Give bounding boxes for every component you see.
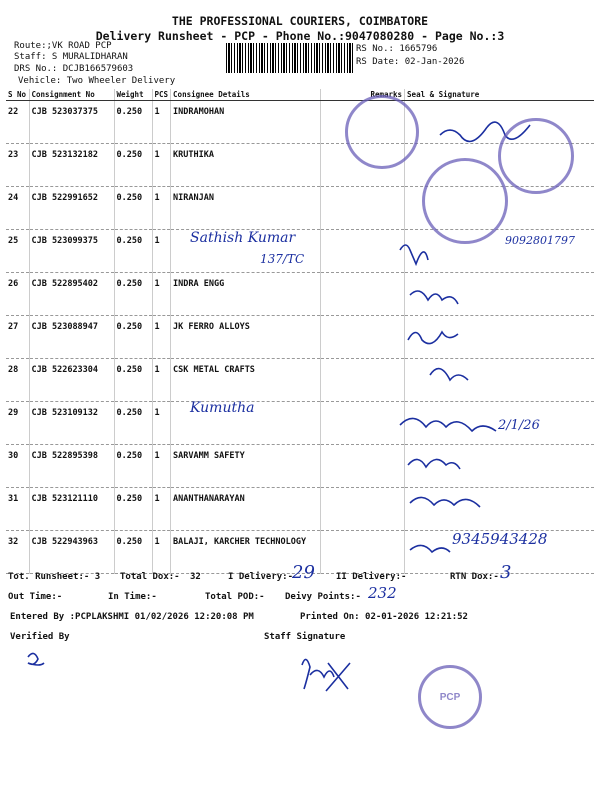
row-weight: 0.250 xyxy=(114,488,152,531)
row-sno: 27 xyxy=(6,316,29,359)
row-weight: 0.250 xyxy=(114,359,152,402)
handwritten-name-row29: Kumutha xyxy=(190,400,255,416)
row-consignment: CJB 523109132 xyxy=(29,402,114,445)
row-consignee: NIRANJAN xyxy=(171,187,321,230)
row-pcs: 1 xyxy=(152,316,171,359)
row-weight: 0.250 xyxy=(114,445,152,488)
verified-by-label: Verified By xyxy=(10,632,70,642)
total-pod-label: Total POD:- xyxy=(205,592,265,602)
row-weight: 0.250 xyxy=(114,316,152,359)
row-consignee: KRUTHIKA xyxy=(171,144,321,187)
col-consignment: Consignment No xyxy=(29,89,114,101)
vehicle-label: Vehicle: Two Wheeler Delivery xyxy=(18,76,176,86)
total-dox-label: Total Dox:- xyxy=(120,572,180,582)
row-sno: 26 xyxy=(6,273,29,316)
col-consignee: Consignee Details xyxy=(171,89,321,101)
row-weight: 0.250 xyxy=(114,230,152,273)
delivery-points-label: Deivy Points:- xyxy=(285,592,361,602)
vilvan-store-seal xyxy=(498,118,574,194)
handwritten-date: 2/1/26 xyxy=(498,418,540,433)
col-pcs: PCS xyxy=(152,89,171,101)
printed-on: Printed On: 02-01-2026 12:21:52 xyxy=(300,612,468,622)
rtn-dox-value: 3 xyxy=(500,562,512,583)
total-dox-value: 32 xyxy=(190,572,201,582)
row-pcs: 1 xyxy=(152,187,171,230)
row-weight: 0.250 xyxy=(114,531,152,574)
entered-by: Entered By :PCPLAKSHMI 01/02/2026 12:20:08 PM xyxy=(10,612,254,622)
row-consignee: ANANTHANARAYAN xyxy=(171,488,321,531)
row-consignee: SARVAMM SAFETY xyxy=(171,445,321,488)
row-consignment: CJB 522991652 xyxy=(29,187,114,230)
pcp-stamp xyxy=(418,665,482,729)
col-signature: Seal & Signature xyxy=(405,89,594,101)
row-consignee: INDRAMOHAN xyxy=(171,101,321,144)
row-consignee: INDRA ENGG xyxy=(171,273,321,316)
row-pcs: 1 xyxy=(152,230,171,273)
drs-label: DRS No.: DCJB166579603 xyxy=(14,64,134,74)
handwritten-door-row25: 137/TC xyxy=(260,252,305,266)
barcode xyxy=(226,43,354,73)
delivery-points-value: 232 xyxy=(368,584,397,602)
runsheet-subtitle: Delivery Runsheet - PCP - Phone No.:9047080280 - Page No.:3 xyxy=(95,29,505,43)
seal-stamp xyxy=(345,95,419,169)
in-time-label: In Time:- xyxy=(108,592,157,602)
col-weight: Weight xyxy=(114,89,152,101)
row-weight: 0.250 xyxy=(114,144,152,187)
row-pcs: 1 xyxy=(152,144,171,187)
row-sno: 23 xyxy=(6,144,29,187)
row-weight: 0.250 xyxy=(114,101,152,144)
row-consignment: CJB 522623304 xyxy=(29,359,114,402)
row-consignment: CJB 522943963 xyxy=(29,531,114,574)
row-sno: 32 xyxy=(6,531,29,574)
row-sno: 24 xyxy=(6,187,29,230)
row-sno: 29 xyxy=(6,402,29,445)
row-consignment: CJB 523132182 xyxy=(29,144,114,187)
row-consignment: CJB 522895402 xyxy=(29,273,114,316)
row-sno: 28 xyxy=(6,359,29,402)
col-sno: S No xyxy=(6,89,29,101)
row-weight: 0.250 xyxy=(114,273,152,316)
i-delivery-value: 29 xyxy=(292,562,315,583)
row-pcs: 1 xyxy=(152,101,171,144)
handwritten-phone-1: 9092801797 xyxy=(505,234,575,247)
ii-delivery-label: II Delivery:- xyxy=(336,572,407,582)
row-consignment: CJB 523037375 xyxy=(29,101,114,144)
rs-date: RS Date: 02-Jan-2026 xyxy=(356,57,465,67)
row-sno: 25 xyxy=(6,230,29,273)
rs-no: RS No.: 1665796 xyxy=(356,44,438,54)
row-pcs: 1 xyxy=(152,531,171,574)
row-consignment: CJB 523121110 xyxy=(29,488,114,531)
handwritten-phone-2: 9345943428 xyxy=(452,530,548,548)
row-consignee: BALAJI, KARCHER TECHNOLOGY xyxy=(171,531,321,574)
company-title: THE PROFESSIONAL COURIERS, COIMBATORE xyxy=(171,14,429,28)
row-weight: 0.250 xyxy=(114,187,152,230)
row-pcs: 1 xyxy=(152,359,171,402)
out-time-label: Out Time:- xyxy=(8,592,63,602)
route-label: Route:;VK ROAD PCP xyxy=(14,41,112,51)
rtn-dox-label: RTN Dox:- xyxy=(450,572,499,582)
row-consignee: JK FERRO ALLOYS xyxy=(171,316,321,359)
row-consignment: CJB 522895398 xyxy=(29,445,114,488)
row-pcs: 1 xyxy=(152,488,171,531)
staff-label: Staff: S MURALIDHARAN xyxy=(14,52,128,62)
i-delivery-label: I Delivery:- xyxy=(228,572,294,582)
row-consignment: CJB 523099375 xyxy=(29,230,114,273)
tot-runsheet: Tot. Runsheet:- 3 xyxy=(8,572,101,582)
row-consignment: CJB 523088947 xyxy=(29,316,114,359)
row-sno: 30 xyxy=(6,445,29,488)
vilvan-store-seal-2 xyxy=(422,158,508,244)
handwritten-name-row25: Sathish Kumar xyxy=(190,230,296,246)
pcp-stamp-text: PCP xyxy=(439,691,461,703)
row-pcs: 1 xyxy=(152,445,171,488)
footer-signatures xyxy=(20,645,380,705)
row-sno: 22 xyxy=(6,101,29,144)
row-consignee: CSK METAL CRAFTS xyxy=(171,359,321,402)
row-weight: 0.250 xyxy=(114,402,152,445)
staff-signature-label: Staff Signature xyxy=(264,632,346,642)
row-pcs: 1 xyxy=(152,273,171,316)
col-remarks: Remarks xyxy=(321,89,405,101)
row-pcs: 1 xyxy=(152,402,171,445)
row-sno: 31 xyxy=(6,488,29,531)
